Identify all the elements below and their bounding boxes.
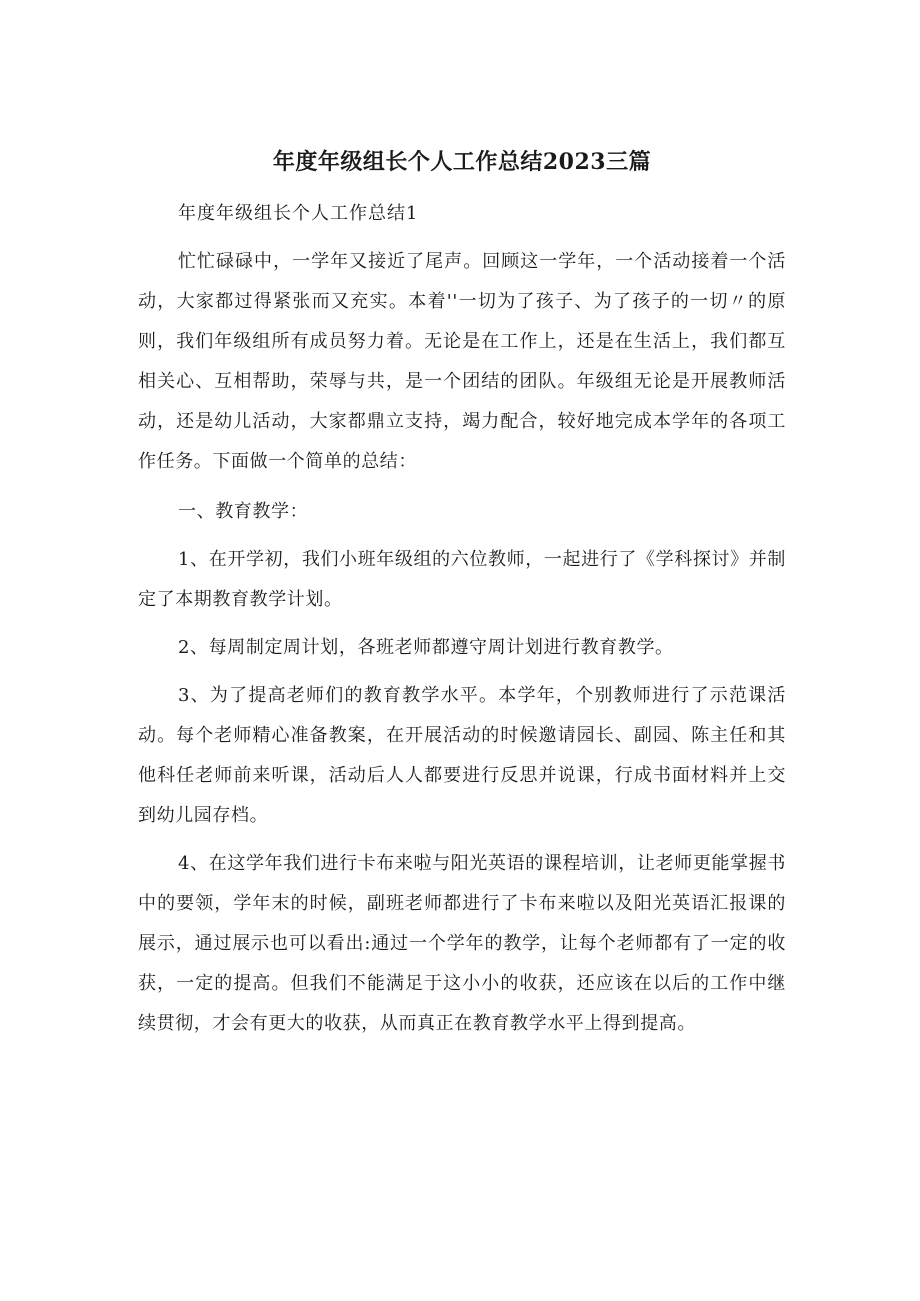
- paragraph-item-2: 2、每周制定周计划，各班老师都遵守周计划进行教育教学。: [178, 637, 674, 658]
- paragraph-item-1: 1、在开学初，我们小班年级组的六位教师，一起进行了《学科探讨》并制定了本期教育教学计划。: [138, 549, 786, 610]
- paragraph-item-4: 4、在这学年我们进行卡布来啦与阳光英语的课程培训，让老师更能掌握书中的要领，学年末的时候，副班老师都进行了卡布来啦以及阳光英语汇报课的展示，通过展示也可以看出:通过一个学年的教学，让每个老师都有了一定的收获，一定的提高。但我们不能满足于这小小的收获，还应该在以后的工作中继续贯彻，才会有更大的收获，从而真正在教育教学水平上得到提高。: [138, 853, 786, 1034]
- section-subtitle: 年度年级组长个人工作总结1: [178, 203, 419, 224]
- paragraph-item-3: 3、为了提高老师们的教育教学水平。本学年，个别教师进行了示范课活动。每个老师精心准备教案，在开展活动的时候邀请园长、副园、陈主任和其他科任老师前来听课，活动后人人都要进行反思并说课，行成书面材料并上交到幼儿园存档。: [138, 685, 786, 826]
- paragraph-intro: 忙忙碌碌中，一学年又接近了尾声。回顾这一学年，一个活动接着一个活动，大家都过得紧张而又充实。本着''一切为了孩子、为了孩子的一切〃的原则，我们年级组所有成员努力着。无论是在工作上，还是在生活上，我们都互相关心、互相帮助，荣辱与共，是一个团结的团队。年级组无论是开展教师活动，还是幼儿活动，大家都鼎立支持，竭力配合，较好地完成本学年的各项工作任务。下面做一个简单的总结：: [138, 251, 786, 472]
- paragraph-heading-education: 一、教育教学：: [178, 501, 309, 522]
- document-title: 年度年级组长个人工作总结2023三篇: [272, 149, 652, 175]
